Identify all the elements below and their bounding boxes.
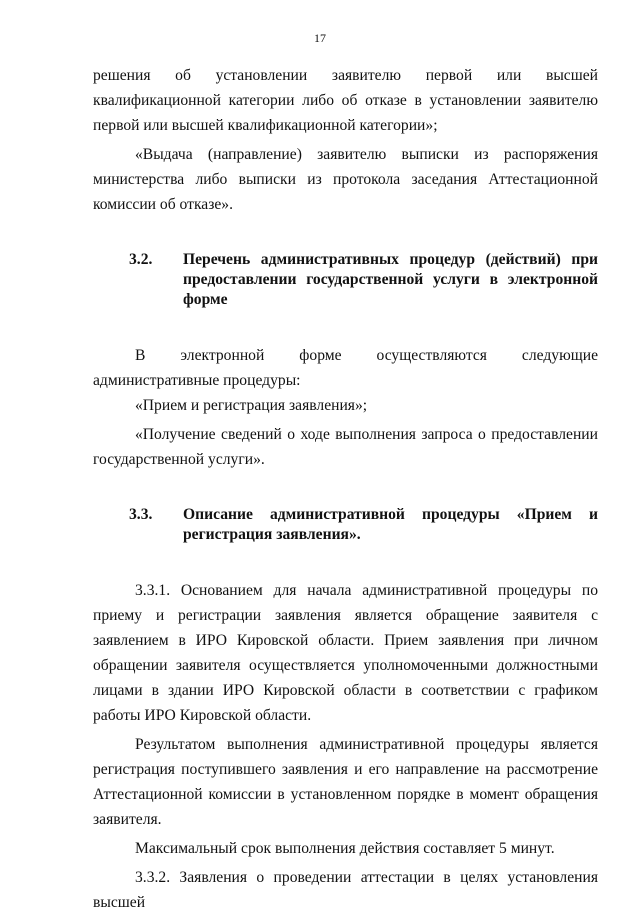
paragraph: Результатом выполнения административной процедуры является регистрация поступившего заявления и его направление на рассмотрение Аттестационной комиссии в установленном порядке в момент обращения заявителя. — [93, 736, 598, 828]
section-title: Перечень административных процедур (действий) при предоставлении государственной услуги в электронной форме — [183, 251, 598, 308]
page-number: 17 — [314, 31, 326, 45]
paragraph: решения об установлении заявителю первой или высшей квалификационной категории либо об отказе в установлении заявителю первой или высшей квалификационной категории»; — [93, 67, 598, 134]
section-heading-3-2 — [93, 250, 598, 310]
paragraph: «Прием и регистрация заявления»; — [135, 397, 368, 414]
paragraph: В электронной форме осуществляются следующие административные процедуры: — [93, 347, 598, 389]
paragraph: «Получение сведений о ходе выполнения запроса о предоставлении государственной услуги». — [93, 426, 598, 468]
section-number: 3.2. — [129, 251, 153, 268]
paragraph: 3.3.2. Заявления о проведении аттестации в целях установления высшей — [93, 869, 598, 911]
document-body — [93, 63, 598, 915]
section-title: Описание административной процедуры «Прием и регистрация заявления». — [183, 506, 598, 543]
paragraph: Максимальный срок выполнения действия составляет 5 минут. — [135, 840, 555, 857]
section-number: 3.3. — [129, 506, 153, 523]
section-heading-3-3 — [93, 505, 598, 545]
paragraph: «Выдача (направление) заявителю выписки из распоряжения министерства либо выписки из протокола заседания Аттестационной комиссии об отказе». — [93, 146, 598, 213]
paragraph: 3.3.1. Основанием для начала административной процедуры по приему и регистрации заявления является обращение заявителя с заявлением в ИРО Кировской области. Прием заявления при личном обращении заявителя осуществляется уполномоченными должностными лицами в здании ИРО Кировской области в соответствии с графиком работы ИРО Кировской области. — [93, 582, 598, 724]
